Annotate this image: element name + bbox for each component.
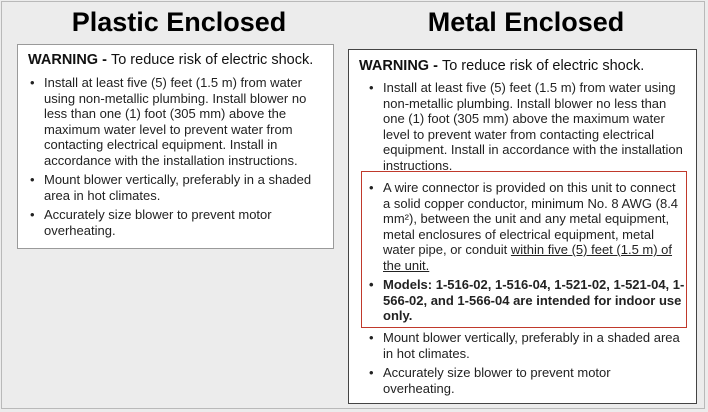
warning-text: To reduce risk of electric shock. — [441, 58, 645, 74]
plastic-enclosed-heading: Plastic Enclosed — [71, 7, 287, 37]
plastic-warning-list — [24, 75, 320, 242]
warning-prefix: WARNING - — [28, 52, 111, 68]
list-item-wire-connector — [363, 180, 685, 273]
metal-warning-panel — [348, 49, 697, 404]
metal-warning-title — [359, 57, 644, 75]
plastic-warning-title — [28, 51, 313, 69]
list-item: • Accurately size blower to prevent motor overheating. — [24, 207, 320, 238]
list-item: • Accurately size blower to prevent motor overheating. — [363, 365, 685, 396]
list-item-models: • Models: 1-516-02, 1-516-04, 1-521-02, 1-521-04, 1-566-02, and 1-566-04 are intended for indoor use only. — [363, 277, 685, 324]
connector-underlined-text: within five (5) feet (1.5 m) of the unit. — [383, 242, 673, 273]
list-item: • Install at least five (5) feet (1.5 m) from water using non-metallic plumbing. Install blower no less than one (1) foot (305 mm) above the maximum water level to prevent water from contacting electrical equipment. Install in accordance with the installation instructions. — [363, 80, 689, 173]
list-item: • Install at least five (5) feet (1.5 m) from water using non-metallic plumbing. Install blower no less than one (1) foot (305 mm) above the maximum water level to prevent water from contacting electrical equipment. Install in accordance with the installation instructions. — [24, 75, 320, 168]
plastic-warning-panel — [17, 44, 334, 249]
list-item: • Mount blower vertically, preferably in a shaded area in hot climates. — [24, 172, 320, 203]
metal-enclosed-heading: Metal Enclosed — [427, 7, 625, 37]
metal-warning-list-bottom — [363, 330, 685, 400]
connector-text: A wire connector is provided on this unit to connect a solid copper conductor, minimum No. 8 AWG (8.4 mm²), between the unit and any metal equipment, metal enclosures of electrical equipment, metal water pipe, or conduit — [383, 180, 679, 257]
list-item: • Mount blower vertically, preferably in a shaded area in hot climates. — [363, 330, 685, 361]
metal-warning-list-top — [363, 80, 689, 177]
metal-warning-list-highlighted — [363, 180, 685, 328]
warning-text: To reduce risk of electric shock. — [110, 52, 314, 68]
warning-prefix: WARNING - — [359, 58, 442, 74]
